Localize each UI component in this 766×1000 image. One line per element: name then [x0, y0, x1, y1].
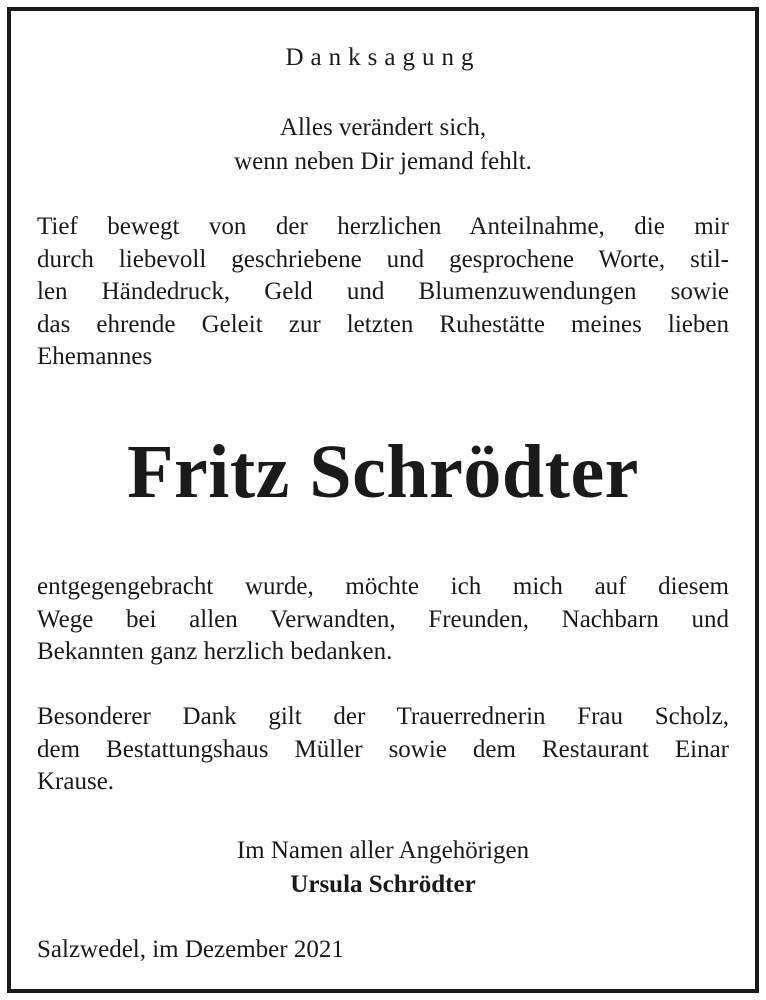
text-line: Wege bei allen Verwandten, Freunden, Nachbarn und: [37, 605, 729, 633]
paragraph-special-thanks: [37, 701, 729, 799]
notice-frame: [7, 7, 759, 993]
text-line: dem Bestattungshaus Müller sowie dem Restaurant Einar: [37, 735, 729, 763]
text-line: Bekannten ganz herzlich bedanken.: [37, 638, 393, 665]
paragraph-thanks: [37, 571, 729, 669]
text-line: entgegengebracht wurde, möchte ich mich auf diesem: [37, 573, 729, 600]
deceased-name: Fritz Schrödter: [127, 430, 639, 514]
text-line: Krause.: [37, 768, 115, 795]
text-line: Ehemannes: [37, 343, 153, 370]
text-line: das ehrende Geleit zur letzten Ruhestätte meines lieben: [37, 310, 729, 338]
notice-heading: Danksagung: [285, 44, 481, 71]
paragraph-intro: [37, 211, 729, 374]
text-line: Besonderer Dank gilt der Trauerrednerin Frau Scholz,: [37, 703, 729, 730]
signer-name: Ursula Schrödter: [290, 871, 476, 898]
text-line: durch liebevoll geschriebene und gesprochene Worte, stil-: [37, 245, 729, 273]
motto-line: wenn neben Dir jemand fehlt.: [234, 148, 532, 175]
motto-line: Alles verändert sich,: [279, 114, 487, 141]
text-line: len Händedruck, Geld und Blumenzuwendungen sowie: [37, 278, 729, 305]
motto: [37, 111, 729, 179]
text-line: Tief bewegt von der herzlichen Anteilnahme, die mir: [37, 213, 729, 240]
signature-block: [37, 834, 729, 902]
place-date: Salzwedel, im Dezember 2021: [37, 936, 344, 963]
signoff-text: Im Namen aller Angehörigen: [236, 837, 530, 864]
